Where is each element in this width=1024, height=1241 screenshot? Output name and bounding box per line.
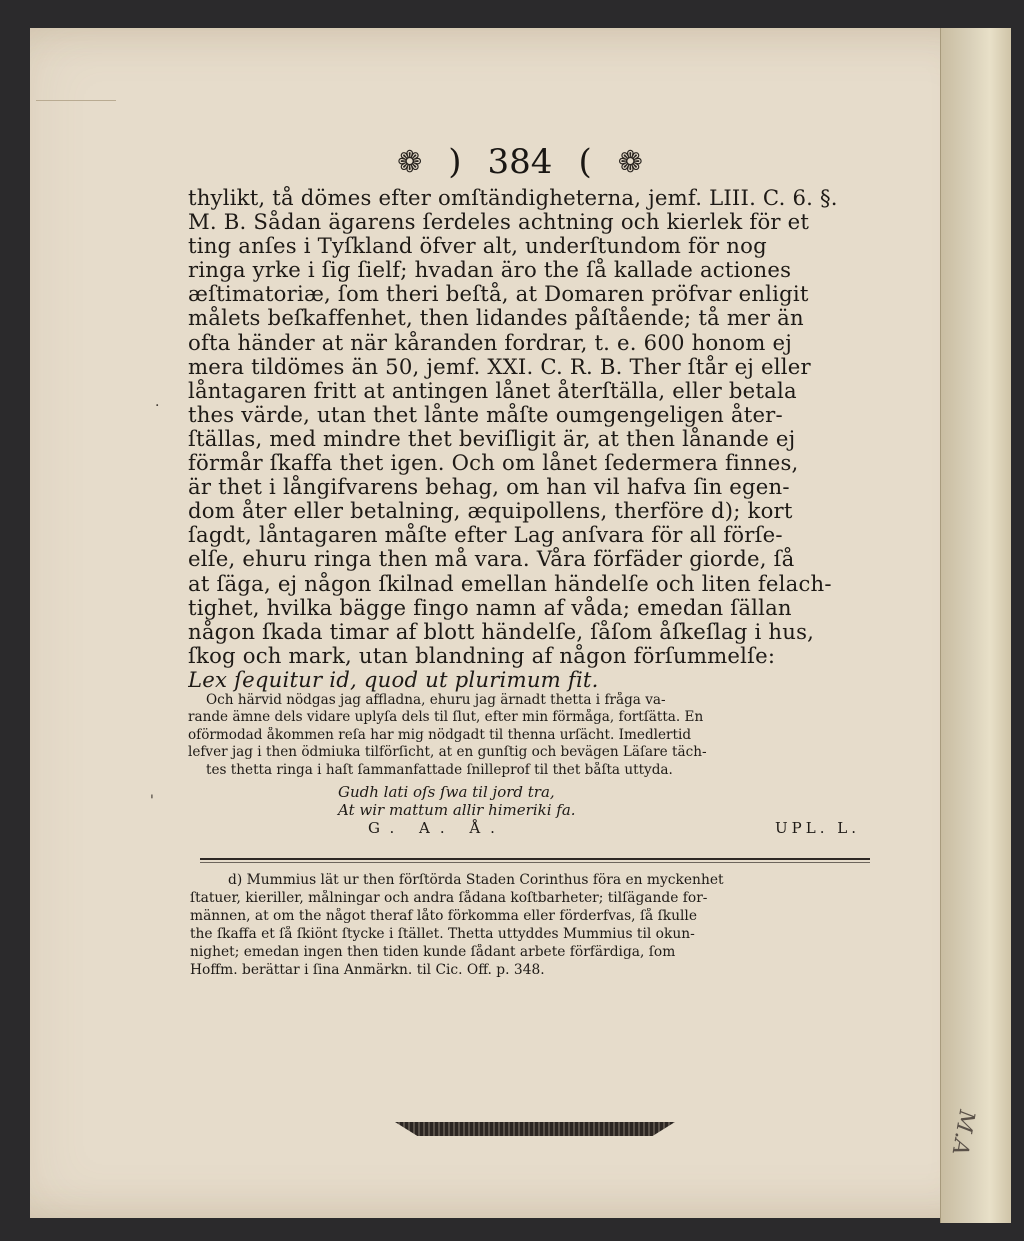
text-line: elſe, ehuru ringa then må vara. Våra förfäder giorde, ſå: [188, 547, 795, 572]
text-line: ting anſes i Tyſkland öfver alt, underſtundom för nog: [188, 234, 767, 259]
text-line: at ſäga, ej någon ſkilnad emellan händelſe och liten felach-: [188, 571, 832, 596]
place-abbreviation: UPL. L.: [775, 819, 860, 837]
text-line: ſkog och mark, utan blandning af någon förſummelſe:: [188, 643, 776, 668]
small-text-line: tes thetta ringa i haſt ſammanfattade ſnilleprof til thet båſta uttyda.: [206, 761, 673, 778]
text-line: mera tildömes än 50, jemf. XXI. C. R. B. Ther ſtår ej eller: [188, 354, 811, 379]
margin-mark: ': [150, 793, 154, 809]
footnote-line: d) Mummius lät ur then förſtörda Staden Corinthus föra en myckenhet: [228, 872, 724, 888]
header-bracket-right: (: [578, 142, 592, 182]
body-text: [188, 186, 878, 837]
footnote-line: männen, at om the något theraf låto förkomma eller förderfvas, ſå ſkulle: [190, 907, 698, 924]
footnote: [190, 872, 880, 979]
corner-mark: [36, 70, 116, 101]
text-line: låntagaren fritt at antingen lånet återſtälla, eller betala: [188, 378, 797, 403]
signature: G. A. Å.: [368, 819, 505, 837]
small-text-line: lefver jag i then ödmiuka tilförſicht, at en gunſtig och bevägen Läſare täch-: [188, 744, 707, 761]
tailpiece-ornament: [395, 1122, 675, 1136]
page-number: 384: [487, 142, 553, 182]
text-line: M. B. Sådan ägarens ſerdeles achtning och kierlek för et: [188, 210, 810, 235]
latin-maxim: Lex ſequitur id, quod ut plurimum fit.: [188, 667, 599, 692]
page-gutter: [940, 28, 1011, 1223]
text-line: ringa yrke i ſig ſielf; hvadan äro the ſå kallade actiones: [188, 258, 792, 283]
text-line: målets beſkaffenhet, then lidandes påſtående; tå mer än: [188, 306, 804, 331]
text-line: någon ſkada timar af blott händelſe, ſåſom åſkeſlag i hus,: [188, 619, 815, 644]
footnote-line: nighet; emedan ingen then tiden kunde ſådant arbete förfärdiga, ſom: [190, 943, 676, 960]
text-line: ofta händer at när kåranden fordrar, t. e. 600 honom ej: [188, 330, 792, 355]
text-line: æſtimatoriæ, ſom theri beſtå, at Domaren pröfvar enligit: [188, 282, 809, 307]
text-line: ſagdt, låntagaren måſte efter Lag anſvara för all förſe-: [188, 523, 783, 548]
poem-line-2: At wir mattum allir himeriki fa.: [338, 801, 576, 819]
text-line: ſtällas, med mindre thet beviſligit är, at then lånande ej: [188, 426, 796, 451]
ornament-left-icon: ❁: [397, 144, 423, 180]
text-line: tighet, hvilka bägge fingo namn af våda; emedan ſällan: [188, 595, 792, 620]
margin-mark: ·: [155, 398, 160, 414]
poem-line-1: Gudh lati oſs ſwa til jord tra,: [338, 783, 555, 801]
signature-line: [368, 819, 878, 837]
footnote-rule-thin: [200, 862, 870, 863]
header-bracket-left: ): [448, 142, 462, 182]
page-header: [355, 140, 685, 184]
text-line: thylikt, tå dömes efter omſtändigheterna, jemf. LIII. C. 6. §.: [188, 186, 838, 210]
small-text-line: rande ämne dels vidare uplyſa dels til ſlut, efter min förmåga, fortſätta. En: [188, 709, 704, 726]
ornament-right-icon: ❁: [617, 144, 643, 180]
text-line: förmår ſkaffa thet igen. Och om lånet ſedermera finnes,: [188, 451, 799, 476]
footnote-line: the ſkaffa et ſå ſkiönt ſtycke i ſtället. Thetta uttyddes Mummius til okun-: [190, 925, 695, 942]
footnote-line: ſtatuer, kieriller, målningar och andra ſådana koſtbarheter; tilſägande for-: [190, 889, 708, 906]
text-line: thes värde, utan thet lånte måſte oumgengeligen åter-: [188, 402, 783, 427]
text-line: dom åter eller betalning, æquipollens, therföre d); kort: [188, 499, 793, 524]
handwritten-note: M.A: [946, 1107, 979, 1158]
small-text-line: oförmodad åkommen reſa har mig nödgadt til thenna urſächt. Imedlertid: [188, 726, 692, 743]
footnote-line: Hoffm. berättar i ſina Anmärkn. til Cic. Off. p. 348.: [190, 961, 545, 978]
text-line: är thet i långifvarens behag, om han vil hafva ſin egen-: [188, 475, 790, 500]
footnote-rule: [200, 858, 870, 860]
small-text-line: Och härvid nödgas jag affladna, ehuru jag ärnadt thetta i fråga va-: [206, 691, 666, 708]
